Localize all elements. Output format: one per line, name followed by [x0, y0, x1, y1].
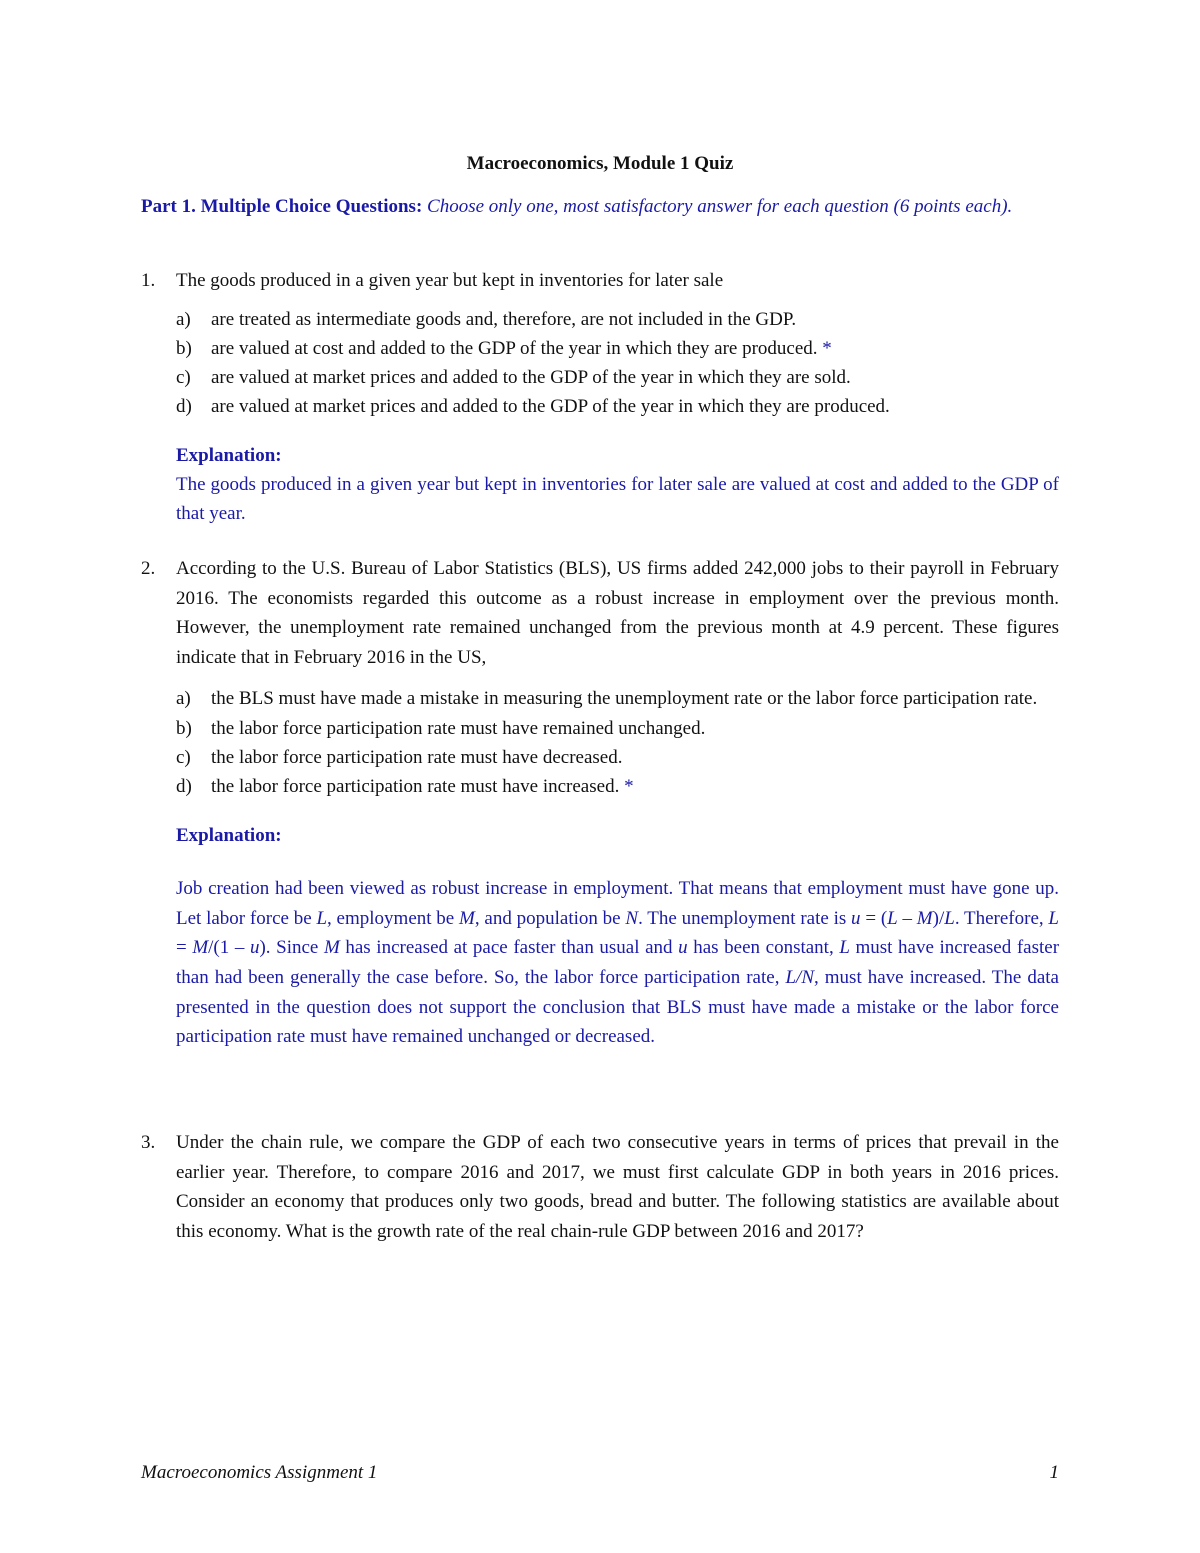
explanation-text: The goods produced in a given year but kept in inventories for later sale are valued at cost and added to the GDP of that year. [176, 473, 1059, 525]
question-number: 1. [141, 270, 156, 291]
explanation-fragment: Job creation had been viewed as robust increase in employment. That means that employment must have gone up. Let labor force be [176, 877, 1059, 929]
question-number: 2. [141, 558, 156, 579]
option-a [141, 686, 1059, 711]
option-letter: b) [176, 717, 192, 739]
page-number: 1 [1049, 1462, 1059, 1483]
math-variable: M [916, 907, 933, 929]
correct-answer-marker: * [624, 775, 634, 797]
explanation-fragment: . The unemployment rate is [638, 907, 852, 929]
option-letter: c) [176, 746, 191, 768]
explanation-fragment: /(1 – [208, 937, 250, 959]
option-text: are treated as intermediate goods and, therefore, are not included in the GDP. [211, 308, 797, 330]
option-b [141, 334, 1059, 363]
option-letter: a) [176, 308, 191, 330]
explanation-fragment: , employment be [327, 907, 460, 929]
math-variable: M [459, 907, 475, 929]
math-variable: N [625, 907, 639, 929]
explanation-fragment: has increased at pace faster than usual and [339, 937, 679, 959]
math-variable: L/N [785, 966, 814, 988]
question-text: Under the chain rule, we compare the GDP of each two consecutive years in terms of prices that prevail in the earlier year. Therefore, to compare 2016 and 2017, we must first calculate GDP in both years in 2016 prices. Consider an economy that produces only two goods, bread and butter. The following statistics are available about this economy. What is the growth rate of the real chain-rule GDP between 2016 and 2017? [176, 1132, 1059, 1243]
option-text: are valued at cost and added to the GDP of the year in which they are produced. [211, 337, 818, 359]
question-text: According to the U.S. Bureau of Labor Statistics (BLS), US firms added 242,000 jobs to their payroll in February 2016. The economists regarded this outcome as a robust increase in employment over the previous month. However, the unemployment rate remained unchanged from the previous month at 4.9 percent. These figures indicate that in February 2016 in the US, [176, 558, 1059, 669]
explanation-fragment: )/ [932, 907, 945, 929]
math-variable: L [887, 907, 898, 929]
option-c [141, 743, 1059, 772]
option-letter: c) [176, 366, 191, 388]
option-c [141, 363, 1059, 392]
option-text: are valued at market prices and added to the GDP of the year in which they are sold. [211, 366, 851, 388]
option-text: the labor force participation rate must have remained unchanged. [211, 717, 706, 739]
math-variable: L [316, 907, 328, 929]
explanation-fragment: must have increased faster than had been generally the case before. So, the labor force participation rate, [176, 937, 1060, 988]
explanation-fragment: ). Since [259, 937, 324, 959]
math-variable: u [249, 937, 260, 959]
explanation-text [176, 874, 1059, 1052]
question-1 [141, 266, 1059, 529]
explanation-fragment: = [176, 937, 193, 959]
part-heading-instruction: Choose only one, most satisfactory answer for each question (6 points each). [427, 196, 1013, 217]
explanation-fragment: = ( [860, 907, 888, 929]
explanation-heading: Explanation: [176, 444, 282, 466]
explanation-fragment: – [897, 907, 917, 929]
question-3 [141, 1128, 1059, 1247]
math-variable: M [192, 937, 209, 959]
question-number: 3. [141, 1132, 156, 1153]
option-text: are valued at market prices and added to the GDP of the year in which they are produced. [211, 395, 890, 417]
math-variable: L [839, 937, 850, 959]
question-2 [141, 554, 1059, 1052]
math-variable: L [944, 907, 955, 929]
explanation-heading: Explanation: [176, 824, 282, 846]
option-a [141, 305, 1059, 334]
option-list [141, 305, 1059, 421]
option-letter: b) [176, 337, 192, 359]
option-letter: d) [176, 775, 192, 797]
option-d [141, 392, 1059, 421]
math-variable: u [678, 937, 688, 959]
math-variable: u [851, 907, 861, 929]
explanation-fragment: , must have increased. The data presented in the question does not support the conclusion that BLS must have made a mistake or the labor force participation rate must have remained unchanged or decreased. [176, 966, 1059, 1048]
option-letter: a) [176, 687, 191, 709]
explanation-fragment: . Therefore, [954, 907, 1049, 929]
explanation-fragment: has been constant, [687, 937, 840, 959]
question-text: The goods produced in a given year but kept in inventories for later sale [176, 270, 724, 291]
math-variable: L [1048, 907, 1059, 929]
explanation-fragment: , and population be [474, 907, 626, 929]
option-list [141, 686, 1059, 801]
option-text: the labor force participation rate must have decreased. [211, 746, 623, 768]
math-variable: M [323, 937, 340, 959]
correct-answer-marker: * [822, 337, 832, 359]
footer-label: Macroeconomics Assignment 1 [141, 1462, 378, 1483]
part-heading-lead: Part 1. Multiple Choice Questions: [141, 196, 423, 217]
option-letter: d) [176, 395, 192, 417]
option-b [141, 714, 1059, 743]
part-heading [141, 195, 1059, 219]
page-title: Macroeconomics, Module 1 Quiz [466, 153, 734, 174]
option-text: the labor force participation rate must have increased. [211, 775, 620, 797]
option-d [141, 772, 1059, 801]
option-text: the BLS must have made a mistake in measuring the unemployment rate or the labor force participation rate. [211, 687, 1038, 709]
page-footer [141, 1462, 1059, 1484]
